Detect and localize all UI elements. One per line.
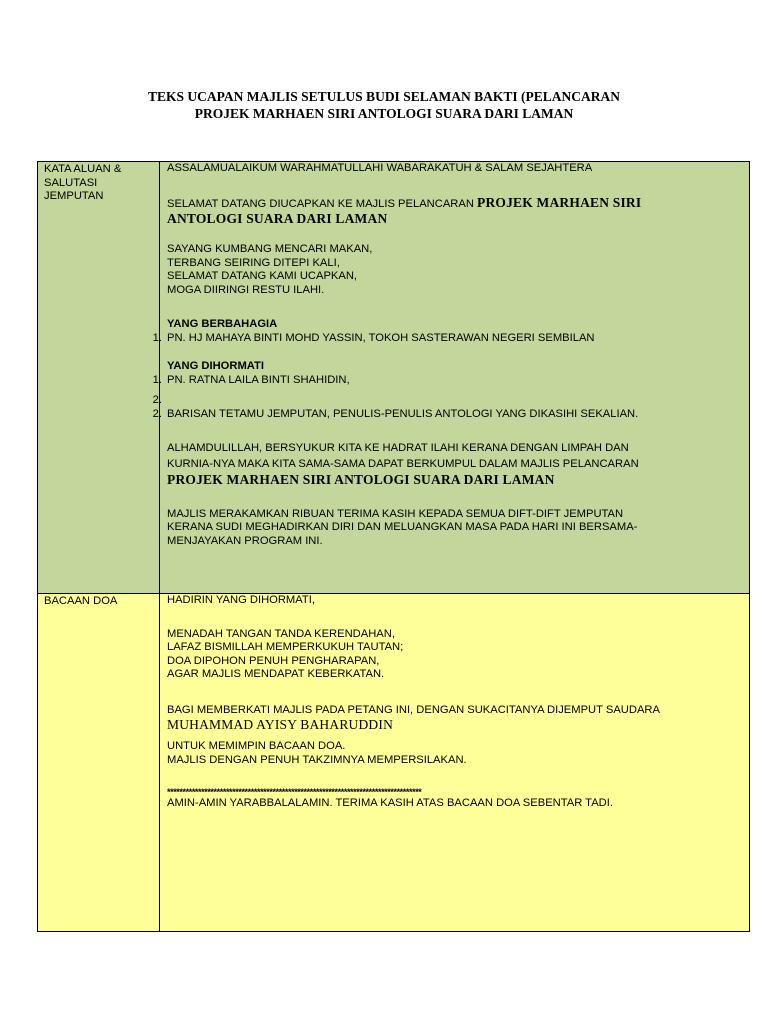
syukur-line: KURNIA-NYA MAKA KITA SAMA-SAMA DAPAT BERKUMPUL DALAM MAJLIS PELANCARAN: [167, 457, 639, 470]
pantun-line: LAFAZ BISMILLAH MEMPERKUKUH TAUTAN;: [167, 641, 404, 653]
terima-kasih-line: KERANA SUDI MEGHADIRKAN DIRI DAN MELUANGKAN MASA PADA HARI INI BERSAMA-: [167, 521, 638, 533]
terima-kasih-paragraph: [167, 508, 745, 549]
label-line: BACAAN DOA: [44, 595, 118, 607]
pimpin-paragraph: [167, 740, 745, 767]
label-cell-bacaan-doa: [38, 594, 160, 932]
content-cell-kata-aluan: [152, 162, 750, 594]
content-cell-bacaan-doa: [160, 594, 750, 932]
pantun-line: SAYANG KUMBANG MENCARI MAKAN,: [167, 243, 373, 255]
pantun-line: SELAMAT DATANG KAMI UCAPKAN,: [167, 270, 358, 282]
pantun-line: MENADAH TANGAN TANDA KERENDAHAN,: [167, 627, 395, 640]
list-number: 2.: [152, 407, 162, 420]
title-line-2: PROJEK MARHAEN SIRI ANTOLOGI SUARA DARI LAMAN: [194, 106, 574, 121]
label-line: JEMPUTAN: [44, 190, 104, 202]
pantun-line: TERBANG SEIRING DITEPI KALI,: [167, 256, 340, 269]
syukur-paragraph: [167, 441, 745, 488]
separator-stars: **********************************************************************************: [167, 787, 422, 797]
list-number: 2.: [152, 394, 162, 406]
label-cell-kata-aluan: [38, 162, 160, 594]
berbahagia-heading: YANG BERBAHAGIA: [167, 318, 278, 330]
table-row-bacaan-doa: [38, 594, 750, 932]
hadirin-text: HADIRIN YANG DIHORMATI,: [167, 594, 315, 606]
pimpin-line: MAJLIS DENGAN PENUH TAKZIMNYA MEMPERSILAKAN.: [167, 753, 467, 766]
welcome-prefix: SELAMAT DATANG DIUCAPKAN KE MAJLIS PELANCARAN: [167, 197, 478, 210]
terima-kasih-line: MAJLIS MERAKAMKAN RIBUAN TERIMA KASIH KEPADA SEMUA DIFT-DIFT JEMPUTAN: [167, 507, 624, 520]
label-line: KATA ALUAN &: [44, 163, 122, 175]
pantun-line: MOGA DIIRINGI RESTU ILAHI.: [167, 283, 325, 296]
pantun-doa: [167, 628, 745, 682]
list-item: [152, 373, 745, 388]
pantun-welcome: [167, 243, 745, 297]
label-line: SALUTASI: [44, 176, 98, 189]
amin-text: AMIN-AMIN YARABBALALAMIN. TERIMA KASIH ATAS BACAAN DOA SEBENTAR TADI.: [167, 797, 613, 809]
list-number: 1.: [152, 373, 162, 386]
syukur-line: ALHAMDULILLAH, BERSYUKUR KITA KE HADRAT ILAHI KERANA DENGAN LIMPAH DAN: [167, 442, 629, 454]
dihormati-heading: YANG DIHORMATI: [167, 360, 264, 372]
pimpin-line: UNTUK MEMIMPIN BACAAN DOA.: [167, 740, 346, 752]
list-item-text: PN. HJ MAHAYA BINTI MOHD YASSIN, TOKOH SASTERAWAN NEGERI SEMBILAN: [167, 331, 595, 344]
jemput-text: BAGI MEMBERKATI MAJLIS PADA PETANG INI, DENGAN SUKACITANYA DIJEMPUT SAUDARA: [167, 703, 660, 716]
list-item: [152, 394, 745, 408]
title-line-1: TEKS UCAPAN MAJLIS SETULUS BUDI SELAMAN BAKTI (PELANCARAN: [148, 89, 620, 104]
welcome-paragraph: [167, 196, 745, 212]
list-item-text: BARISAN TETAMU JEMPUTAN, PENULIS-PENULIS ANTOLOGI YANG DIKASIHI SEKALIAN.: [167, 407, 639, 420]
pantun-line: DOA DIPOHON PENUH PENGHARAPAN,: [167, 654, 380, 667]
welcome-project-name: PROJEK MARHAEN SIRI: [477, 194, 642, 210]
list-item: [152, 407, 745, 422]
syukur-project-name: PROJEK MARHAEN SIRI ANTOLOGI SUARA DARI LAMAN: [167, 472, 555, 487]
welcome-project-name-cont: ANTOLOGI SUARA DARI LAMAN: [167, 211, 388, 226]
list-item-text: PN. RATNA LAILA BINTI SHAHIDIN,: [167, 373, 350, 386]
pantun-line: AGAR MAJLIS MENDAPAT KEBERKATAN.: [167, 668, 385, 680]
document-title: [0, 88, 768, 122]
terima-kasih-line: MENJAYAKAN PROGRAM INI.: [167, 534, 323, 547]
list-number: 1.: [152, 331, 162, 344]
list-item: [152, 331, 745, 346]
speech-table: [37, 161, 750, 932]
doa-reader-name: MUHAMMAD AYISY BAHARUDDIN: [167, 717, 394, 732]
salam-text: ASSALAMUALAIKUM WARAHMATULLAHI WABARAKATUH & SALAM SEJAHTERA: [167, 162, 593, 174]
table-row-kata-aluan: [38, 162, 750, 594]
